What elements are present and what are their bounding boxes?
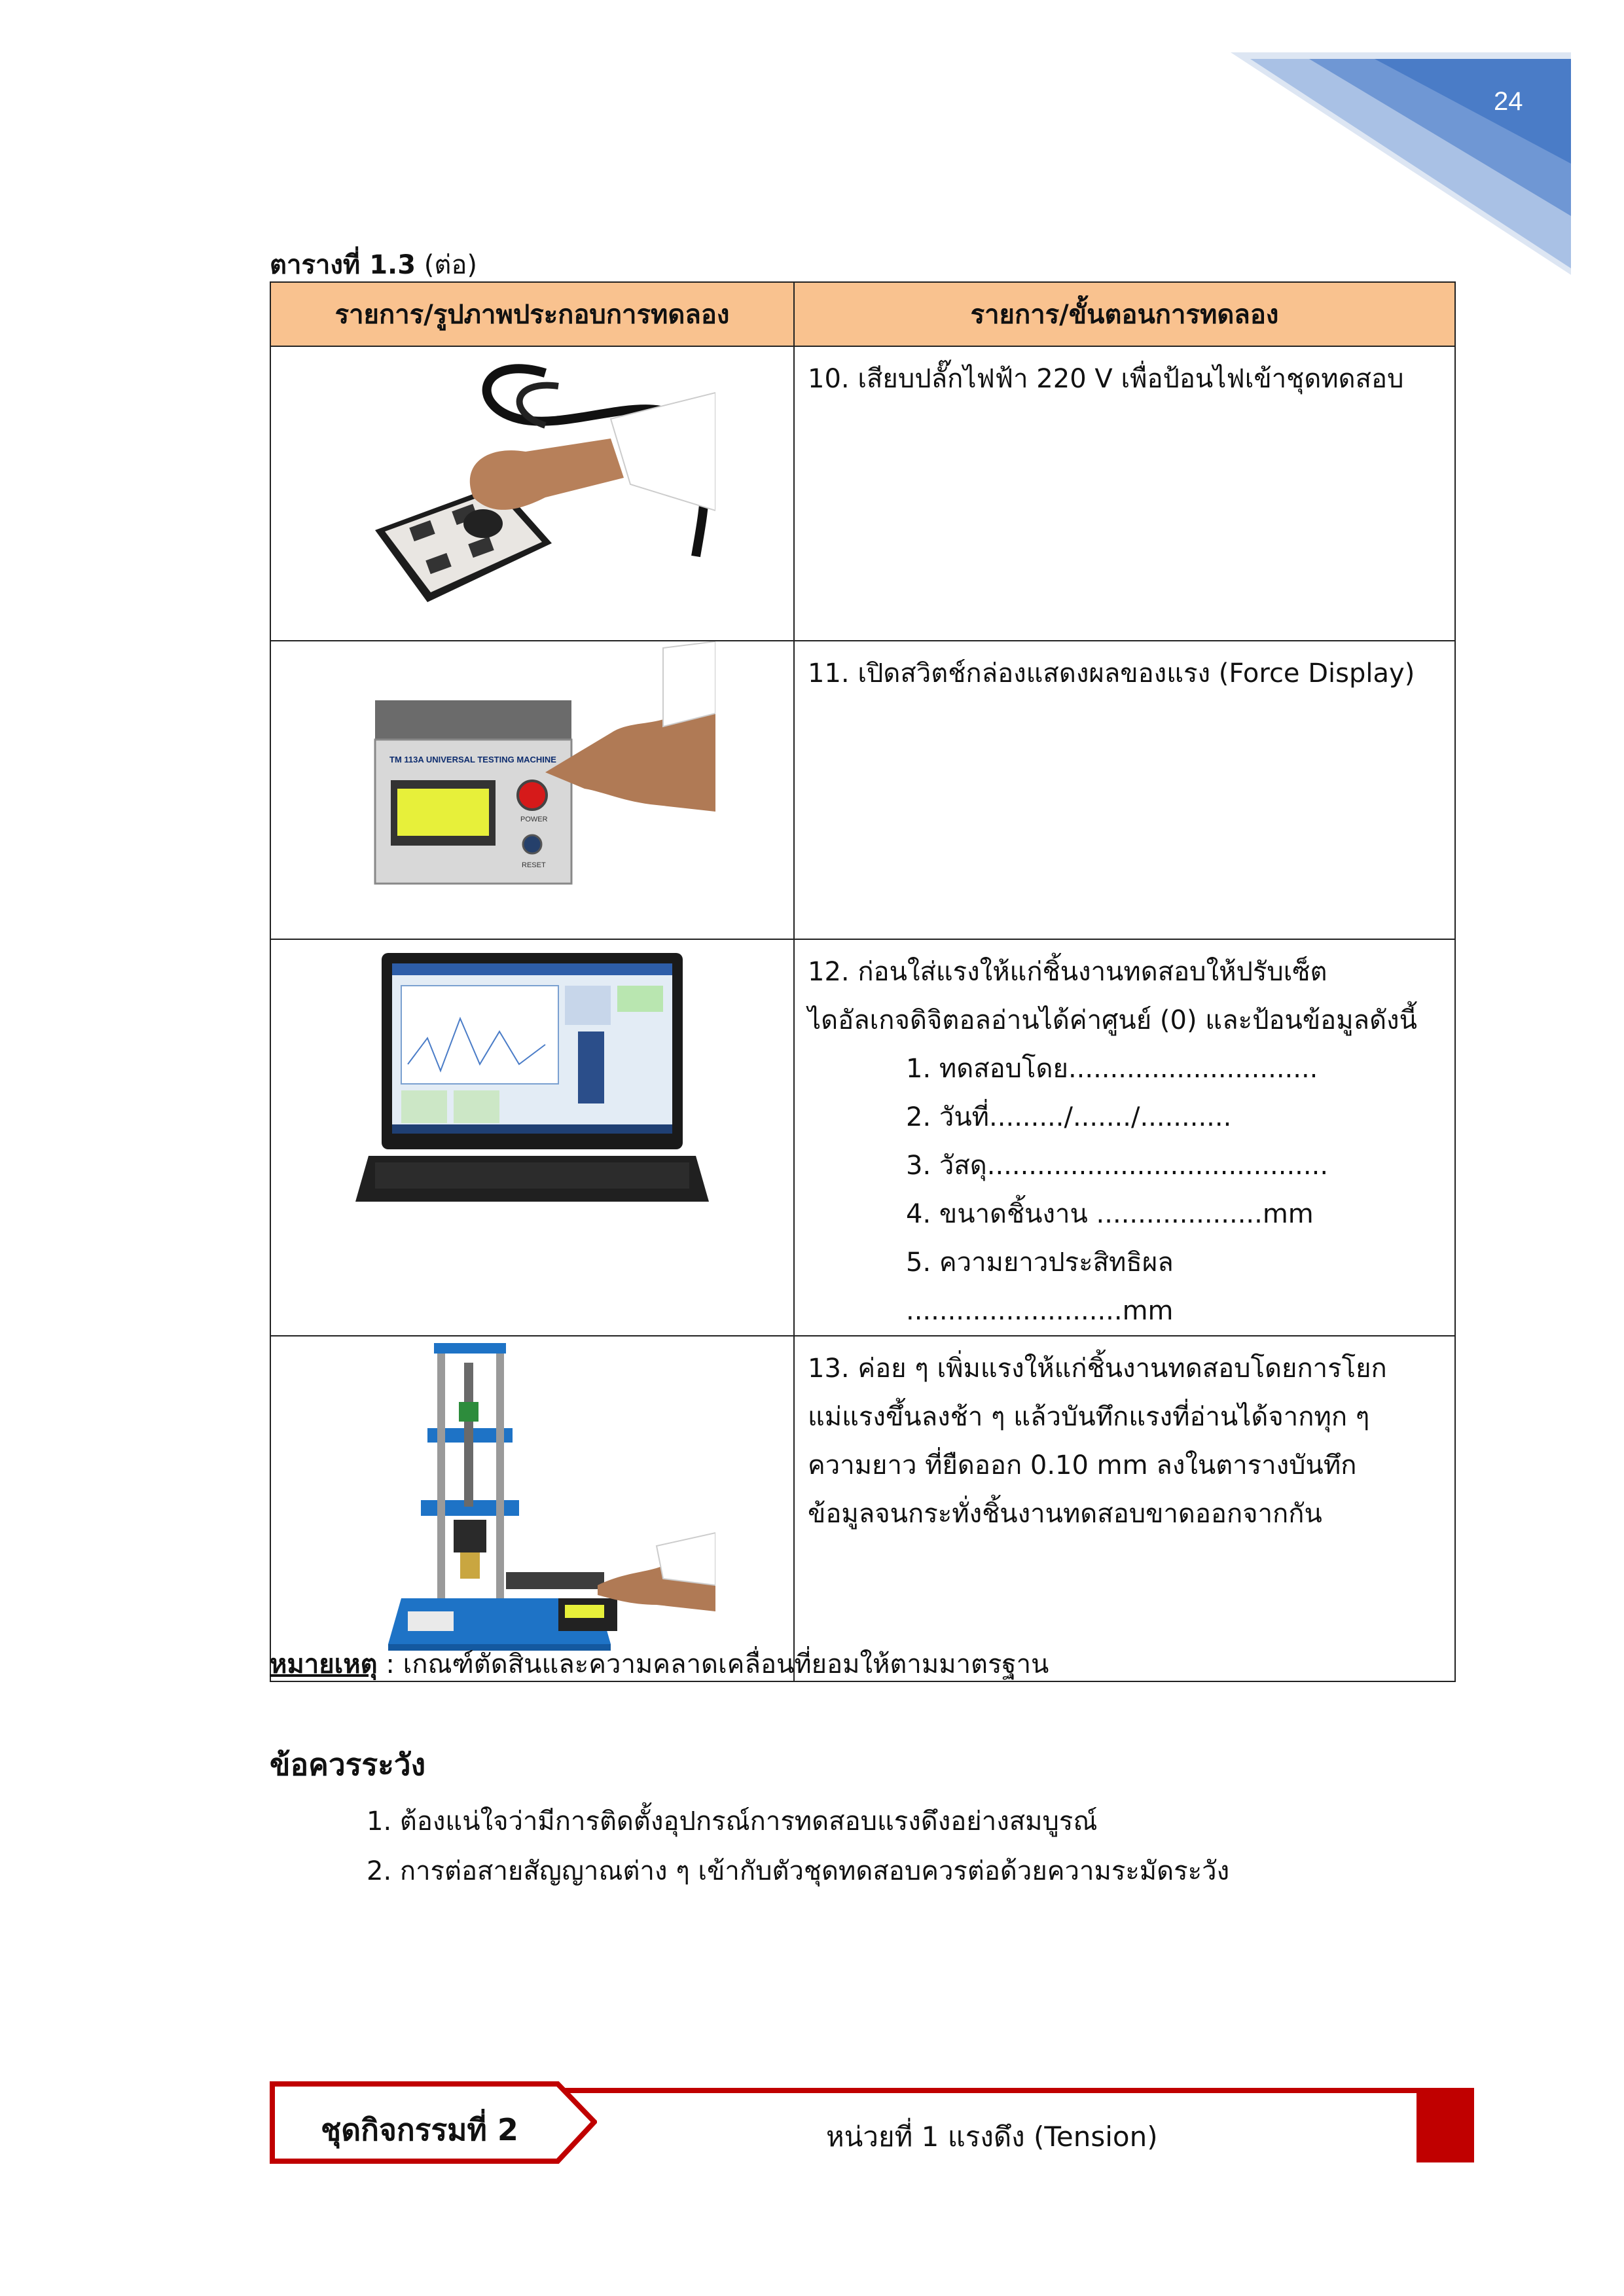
list-item: 4. ขนาดชิ้นงาน ....................mm xyxy=(906,1199,1314,1229)
image-cell xyxy=(270,346,794,641)
laptop-image xyxy=(349,940,715,1215)
list-item: 2. วันที่........./......./........... xyxy=(906,1102,1232,1132)
power-label: POWER xyxy=(520,816,548,823)
footer xyxy=(270,2081,1474,2166)
caution-heading: ข้อควรระวัง xyxy=(270,1747,426,1782)
caution-list xyxy=(367,1797,1229,1896)
page-number: 24 xyxy=(1494,87,1523,116)
image-cell xyxy=(270,1336,794,1681)
table-row xyxy=(270,1336,1455,1681)
input-fields-list xyxy=(808,1045,1441,1335)
table-row xyxy=(270,641,1455,939)
note-label: หมายเหตุ xyxy=(270,1649,378,1679)
header-steps: รายการ/ขั้นตอนการทดลอง xyxy=(794,282,1455,346)
table-header-row xyxy=(270,282,1455,346)
table-row xyxy=(270,346,1455,641)
table-row xyxy=(270,939,1455,1336)
reset-label: RESET xyxy=(522,861,546,869)
footer-red-block xyxy=(1416,2088,1474,2162)
list-item: 1. ต้องแน่ใจว่ามีการติดตั้งอุปกรณ์การทดสอบแรงดึงอย่างสมบูรณ์ xyxy=(367,1806,1098,1837)
list-item: 3. วัสดุ......................................... xyxy=(906,1151,1329,1181)
table-caption-suffix: (ต่อ) xyxy=(416,250,478,280)
list-item: 5. ความยาวประสิทธิผล ..........................mm xyxy=(906,1247,1174,1326)
header-images: รายการ/รูปภาพประกอบการทดลอง xyxy=(270,282,794,346)
note-text: : เกณฑ์ตัดสินและความคลาดเคลื่อนที่ยอมให้ตามมาตรฐาน xyxy=(377,1649,1049,1679)
step-13-line: แม่แรงขึ้นลงช้า ๆ แล้วบันทึกแรงที่อ่านได้จากทุก ๆ xyxy=(808,1402,1370,1432)
note xyxy=(270,1643,1049,1685)
experiment-table xyxy=(270,281,1456,1682)
table-caption-number: ตารางที่ 1.3 xyxy=(270,250,416,280)
step-cell: 10. เสียบปลั๊กไฟฟ้า 220 V เพื่อป้อนไฟเข้าชุดทดสอบ xyxy=(794,346,1455,641)
unit-title: หน่วยที่ 1 แรงดึง (Tension) xyxy=(826,2121,1158,2153)
image-cell xyxy=(270,939,794,1336)
list-item: 1. ทดสอบโดย.............................. xyxy=(906,1054,1318,1084)
step-cell xyxy=(794,1336,1455,1681)
table-caption xyxy=(270,243,477,285)
step-13-line: ข้อมูลจนกระทั่งชิ้นงานทดสอบขาดออกจากกัน xyxy=(808,1499,1322,1529)
step-12-line2: ไดอัลเกจดิจิตอลอ่านได้ค่าศูนย์ (0) และป้อนข้อมูลดังนี้ xyxy=(808,1005,1417,1035)
force-display-image xyxy=(349,641,715,897)
step-cell xyxy=(794,939,1455,1336)
image-cell xyxy=(270,641,794,939)
step-12-line1: 12. ก่อนใส่แรงให้แก่ชิ้นงานทดสอบให้ปรับเซ็ต xyxy=(808,957,1327,987)
step-cell: 11. เปิดสวิตช์กล่องแสดงผลของแรง (Force Display) xyxy=(794,641,1455,939)
corner-decoration xyxy=(1231,52,1571,275)
step-13-line: ความยาว ที่ยืดออก 0.10 mm ลงในตารางบันทึก xyxy=(808,1450,1357,1480)
step-13-line: 13. ค่อย ๆ เพิ่มแรงให้แก่ชิ้นงานทดสอบโดยการโยก xyxy=(808,1354,1387,1384)
device-label: TM 113A UNIVERSAL TESTING MACHINE xyxy=(389,755,556,764)
list-item: 2. การต่อสายสัญญาณต่าง ๆ เข้ากับตัวชุดทดสอบควรต่อด้วยความระมัดระวัง xyxy=(367,1856,1230,1886)
power-plug-image xyxy=(349,347,715,622)
activity-label: ชุดกิจกรรมที่ 2 xyxy=(321,2112,518,2147)
testing-machine-image xyxy=(349,1336,715,1664)
